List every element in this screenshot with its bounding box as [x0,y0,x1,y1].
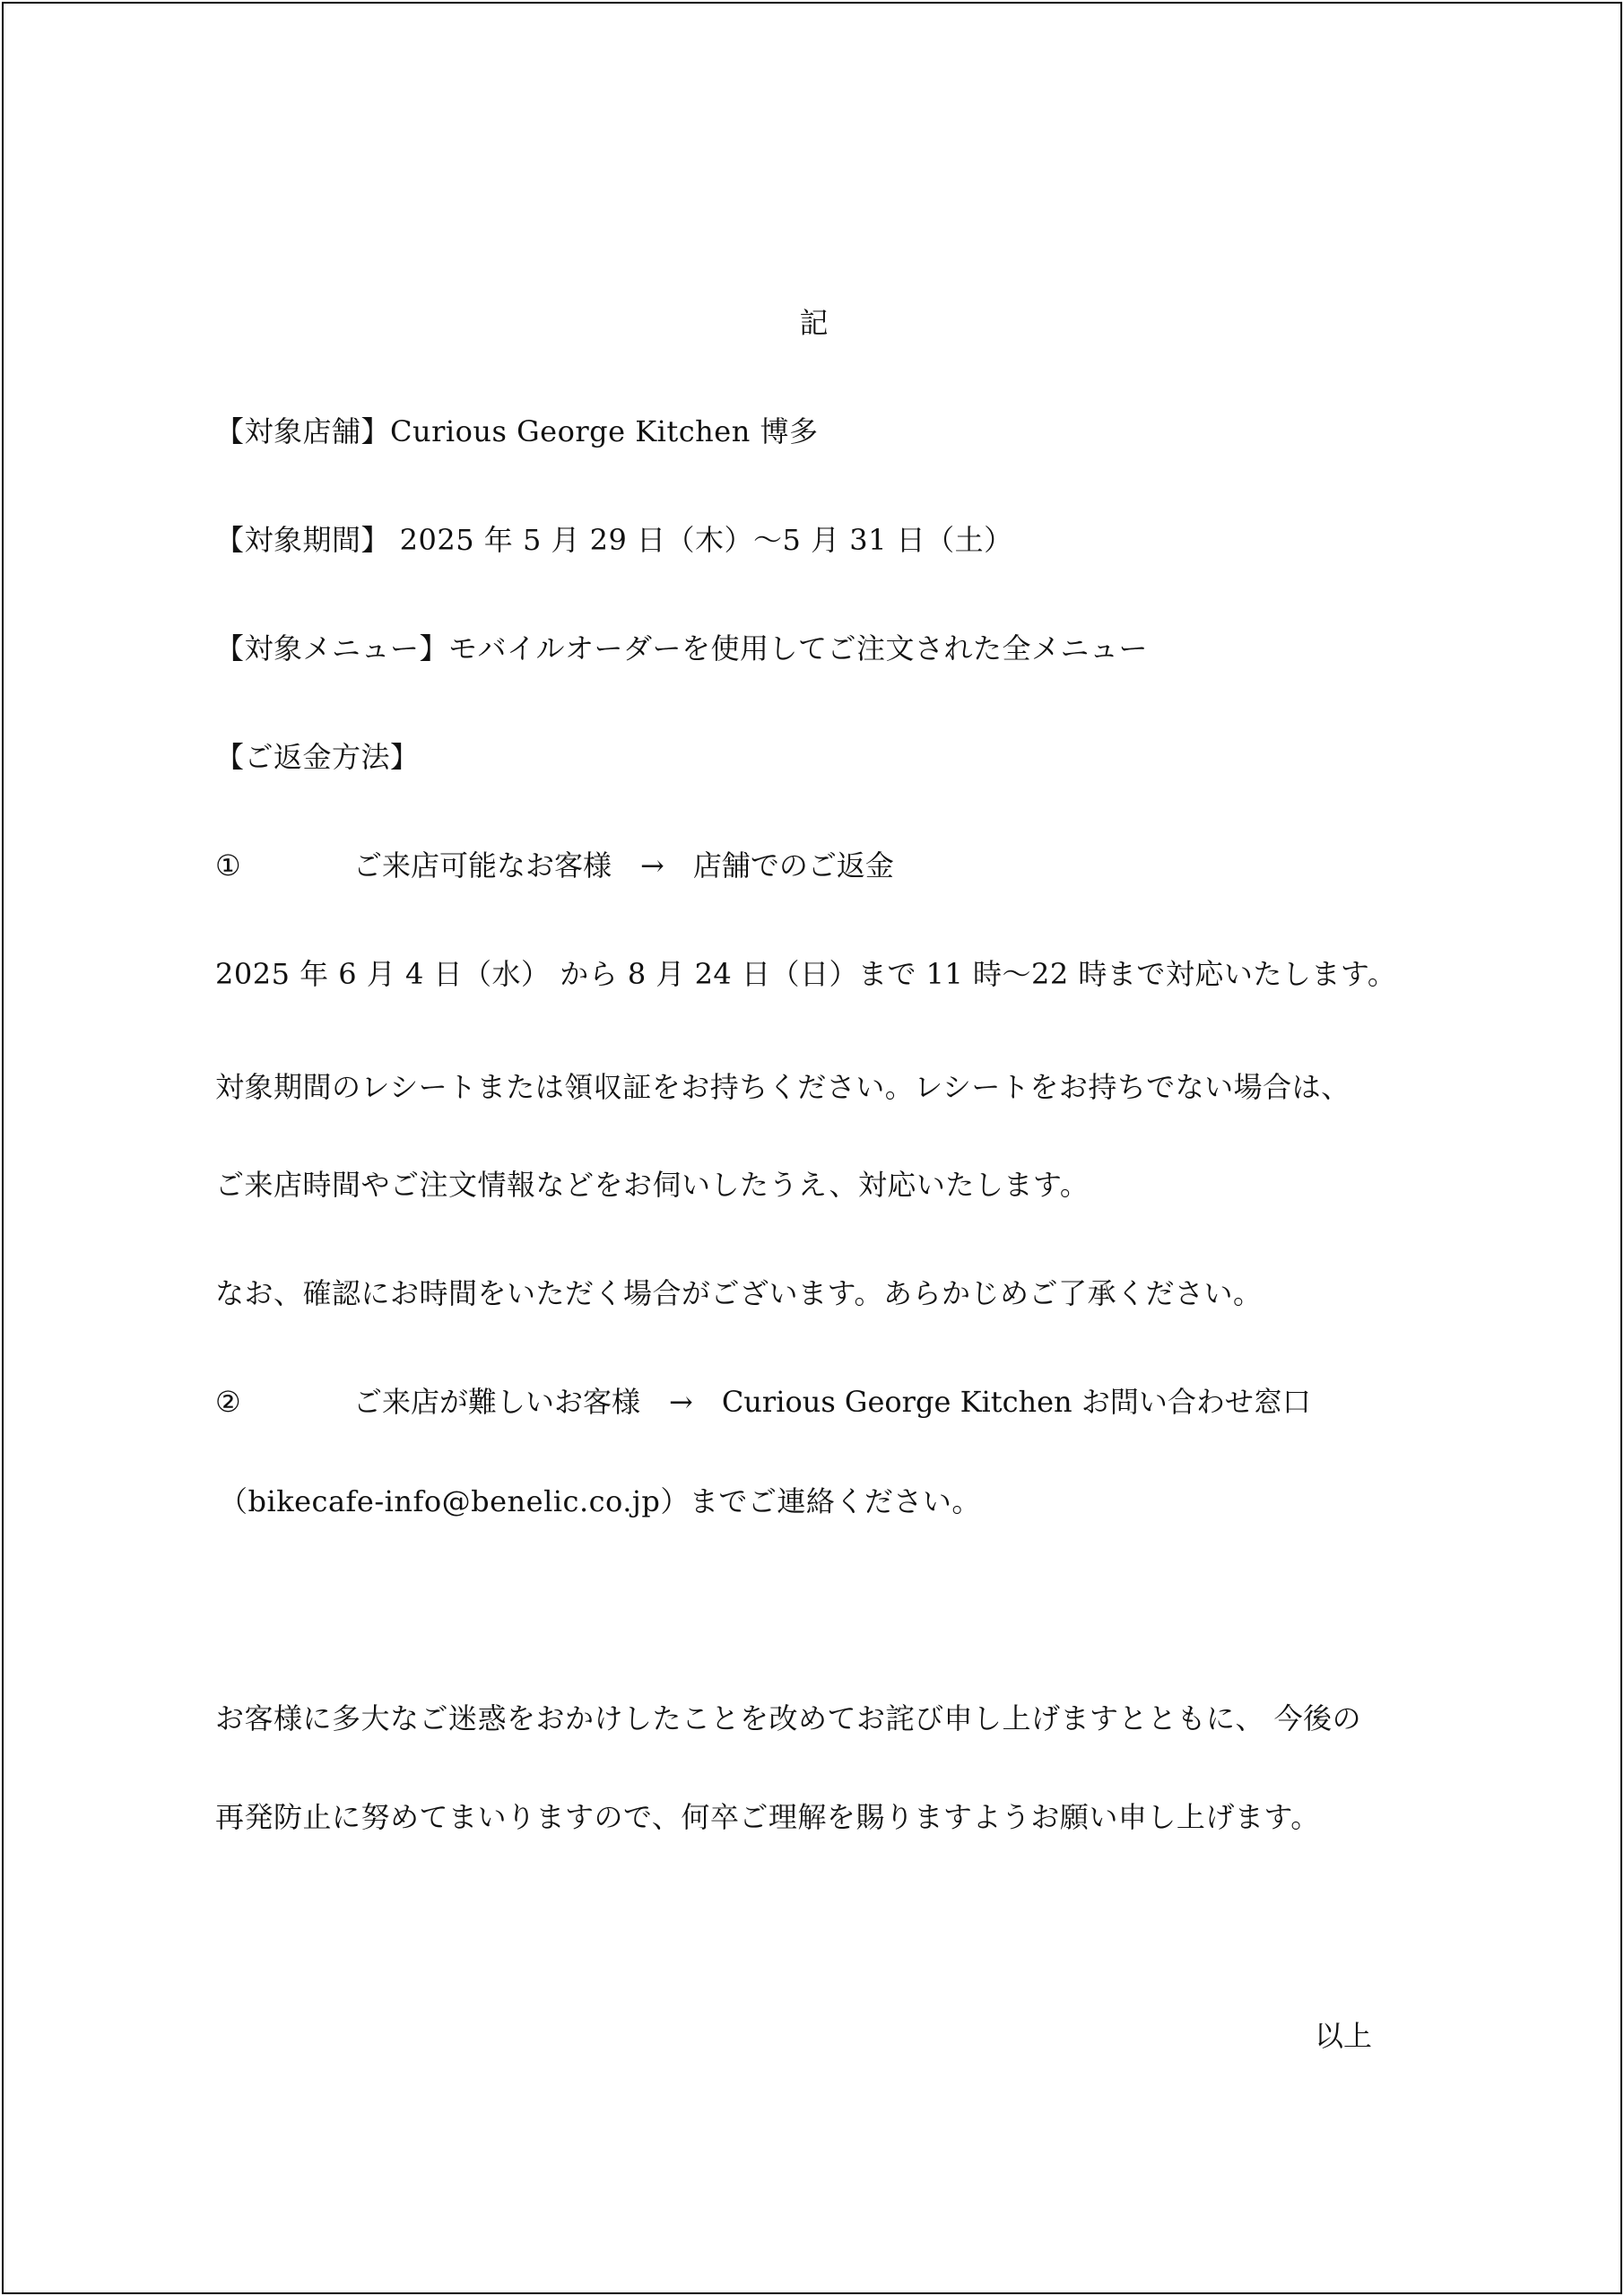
refund-method-heading: 【ご返金方法】 [215,740,420,774]
option-1-note-1: 対象期間のレシートまたは領収証をお持ちください。レシートをお持ちでない場合は、 [215,1070,1350,1104]
document-page [2,2,1622,2294]
target-menu-line: 【対象メニュー】モバイルオーダーを使用してご注文された全メニュー [215,631,1149,665]
refund-option-2 [215,1382,1311,1422]
option-2-contact: （bikecafe-info@benelic.co.jp）までご連絡ください。 [219,1484,981,1518]
refund-option-1 [215,846,894,885]
option-2-text: ご来店が難しいお客様 → Curious George Kitchen お問い合わせ窓口 [353,1385,1311,1419]
apology-line-2: 再発防止に努めてまいりますので、何卒ご理解を賜りますようお願い申し上げます。 [215,1800,1320,1834]
target-store-line: 【対象店舗】Curious George Kitchen 博多 [215,414,819,448]
apology-line-1: お客様に多大なご迷惑をおかけしたことを改めてお詫び申し上げますとともに、 今後の [215,1701,1362,1735]
target-period-line: 【対象期間】 2025 年 5 月 29 日（木）〜5 月 31 日（土） [215,523,1013,557]
option-1-schedule: 2025 年 6 月 4 日（水） から 8 月 24 日（日）まで 11 時〜22 時まで対応いたします。 [215,957,1397,991]
option-1-marker: ① [215,848,241,883]
closing-ijou: 以上 [1315,2019,1373,2053]
option-1-text: ご来店可能なお客様 → 店舗でのご返金 [353,848,894,883]
option-2-marker: ② [215,1385,241,1419]
heading-ki: 記 [799,306,829,340]
option-1-note-2: ご来店時間やご注文情報などをお伺いしたうえ、対応いたします。 [215,1168,1090,1202]
option-1-note-3: なお、確認にお時間をいただく場合がございます。あらかじめご了承ください。 [215,1276,1263,1310]
